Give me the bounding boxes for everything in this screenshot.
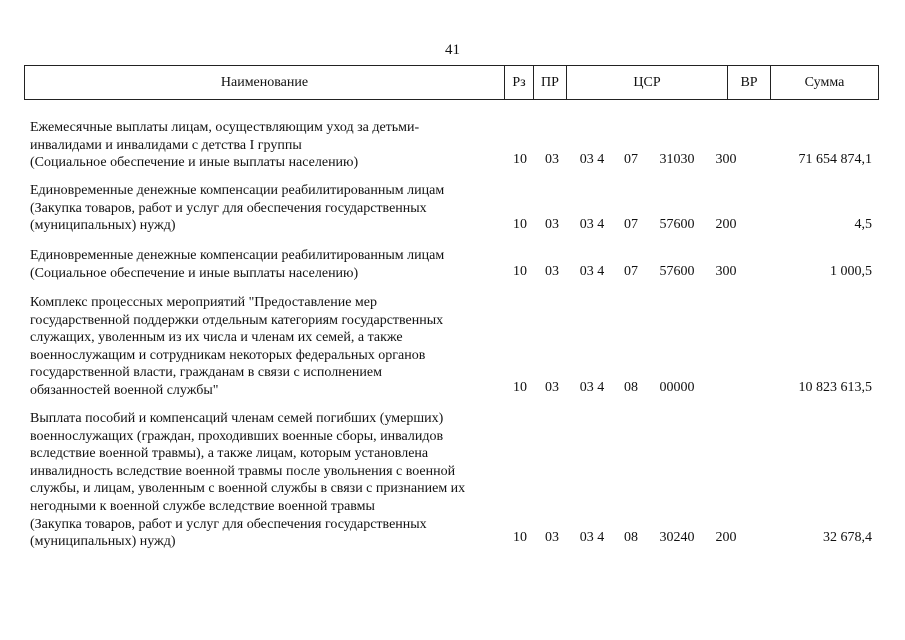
row-vr: 300 xyxy=(715,264,737,279)
row-name-line: Ежемесячные выплаты лицам, осуществляющим уход за детьми- xyxy=(30,120,420,135)
header-name: Наименование xyxy=(25,66,505,99)
row-sum: 1 000,5 xyxy=(830,264,872,279)
row-name-line: Единовременные денежные компенсации реабилитированным лицам xyxy=(30,183,445,198)
row-rz: 10 xyxy=(513,152,527,167)
row-name xyxy=(30,294,510,400)
row-name-line: (Социальное обеспечение и иные выплаты населению) xyxy=(30,265,359,281)
row-name-line: негодными к военной службе вследствие военной травмы xyxy=(30,498,375,514)
row-rz: 10 xyxy=(513,217,527,232)
row-pr: 03 xyxy=(545,264,559,279)
row-vr: 200 xyxy=(715,530,737,545)
row-csr-subprogram: 07 xyxy=(624,152,638,167)
row-name-line: Выплата пособий и компенсаций членам семей погибших (умерших) xyxy=(30,411,444,426)
row-name xyxy=(30,410,510,551)
row-name-line: (Социальное обеспечение и иные выплаты населению) xyxy=(30,155,359,171)
row-name-line: (Закупка товаров, работ и услуг для обеспечения государственных xyxy=(30,516,427,532)
row-name xyxy=(30,182,510,235)
row-csr-program: 03 4 xyxy=(579,217,605,232)
table-header xyxy=(24,65,879,100)
row-csr-subprogram: 07 xyxy=(624,264,638,279)
row-name-line: инвалидность вследствие военной травмы после увольнения с военной xyxy=(30,463,456,479)
header-csr: ЦСР xyxy=(567,66,728,99)
row-name-line: вследствие военной травмы), а также лицам, которым установлена xyxy=(30,446,429,462)
row-name-line: Единовременные денежные компенсации реабилитированным лицам xyxy=(30,248,445,263)
row-name-line: (Закупка товаров, работ и услуг для обеспечения государственных xyxy=(30,200,427,216)
row-name-line: инвалидами и инвалидами с детства I группы xyxy=(30,137,302,153)
row-csr-subprogram: 08 xyxy=(624,380,638,395)
header-rz: Рз xyxy=(505,66,534,99)
row-sum: 10 823 613,5 xyxy=(798,380,872,395)
row-pr: 03 xyxy=(545,217,559,232)
row-csr-direction: 31030 xyxy=(659,152,695,167)
row-csr-program: 03 4 xyxy=(579,264,605,279)
row-name-line: службы, и лицам, уволенным с военной службы в связи с признанием их xyxy=(30,481,466,497)
row-name-line: Комплекс процессных мероприятий "Предоставление мер xyxy=(30,295,378,310)
row-vr: 200 xyxy=(715,217,737,232)
row-sum: 4,5 xyxy=(854,217,872,232)
table-row xyxy=(0,410,905,552)
header-vr: ВР xyxy=(728,66,771,99)
row-rz: 10 xyxy=(513,530,527,545)
header-sum: Сумма xyxy=(804,75,845,90)
row-vr: 300 xyxy=(715,152,737,167)
row-name xyxy=(30,119,510,172)
row-csr-direction: 00000 xyxy=(659,380,695,395)
row-sum: 32 678,4 xyxy=(823,530,872,545)
row-name-line: (муниципальных) нужд) xyxy=(30,534,176,550)
row-name-line: (муниципальных) нужд) xyxy=(30,218,176,234)
page-number: 41 xyxy=(445,42,460,58)
row-name-line: служащих, уволенным из их числа и членам их семей, а также xyxy=(30,330,403,346)
table-row xyxy=(0,119,905,173)
row-csr-direction: 57600 xyxy=(659,217,695,232)
row-csr-program: 03 4 xyxy=(579,152,605,167)
row-pr: 03 xyxy=(545,380,559,395)
table-row xyxy=(0,294,905,402)
row-csr-subprogram: 07 xyxy=(624,217,638,232)
row-pr: 03 xyxy=(545,530,559,545)
row-sum: 71 654 874,1 xyxy=(798,152,872,167)
row-name-line: государственной поддержки отдельным категориям государственных xyxy=(30,312,444,328)
row-name-line: военнослужащих (граждан, проходивших военные сборы, инвалидов xyxy=(30,428,444,444)
row-rz: 10 xyxy=(513,264,527,279)
row-csr-subprogram: 08 xyxy=(624,530,638,545)
row-name-line: государственной власти, гражданам в связи с исполнением xyxy=(30,365,382,381)
row-name-line: военнослужащим и сотрудникам некоторых федеральных органов xyxy=(30,347,426,363)
row-name-line: обязанностей военной службы" xyxy=(30,382,219,398)
table-row xyxy=(0,247,905,283)
row-csr-program: 03 4 xyxy=(579,530,605,545)
row-rz: 10 xyxy=(513,380,527,395)
row-pr: 03 xyxy=(545,152,559,167)
row-csr-direction: 57600 xyxy=(659,264,695,279)
row-name xyxy=(30,247,510,282)
header-pr: ПР xyxy=(534,66,567,99)
row-csr-program: 03 4 xyxy=(579,380,605,395)
row-csr-direction: 30240 xyxy=(659,530,695,545)
table-row xyxy=(0,182,905,236)
